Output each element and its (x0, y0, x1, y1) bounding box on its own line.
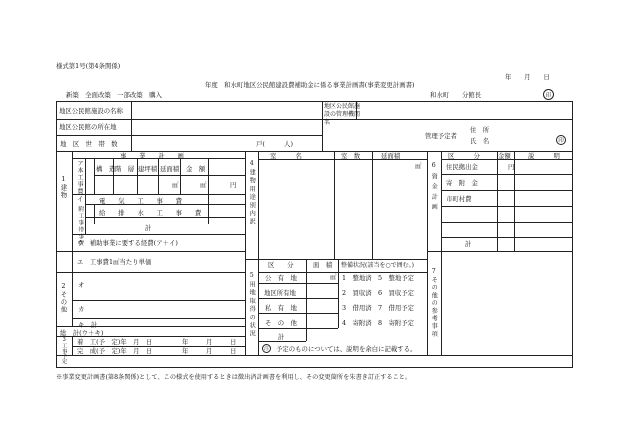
sec2-ki-total: キ 計 (78, 321, 98, 329)
grand-total: 総 計(ウ＋キ) (60, 329, 104, 337)
sec3-label: 3工事予定 (61, 337, 68, 364)
sec5-col-area: 面 積 (313, 261, 333, 269)
start-year: 年 (182, 338, 189, 346)
label-hall-address: 地区公民館の所在地 (59, 123, 117, 131)
sec4-col-area: 延面積 (381, 152, 401, 160)
sec6-row-total: 計 (465, 240, 472, 248)
end-date: 完 成(予 定)年 月 日 (77, 347, 153, 355)
submission-date: 年 月 日 (505, 73, 550, 81)
construction-kinds: 新築 全面改築 一部改築 購入 (66, 91, 162, 99)
col-floor-area: 延面積 (160, 165, 180, 173)
households-unit: 戸( 人) (256, 140, 293, 148)
sec4-unit: ㎡ (415, 162, 422, 170)
end-month: 月 (206, 347, 213, 355)
col-structure: 構 造 (96, 165, 116, 173)
col-building-area: 建坪積 (138, 165, 158, 173)
sec6-col-description: 説 明 (528, 152, 560, 160)
sec5-col-status: 整備状況(該当を○で囲む。) (341, 262, 414, 269)
row-aid-expense: ウ 補助事業に要する経費(ア＋イ) (77, 239, 178, 247)
unit-floor-area: ㎡ (200, 181, 207, 189)
footer-note: ※事業変更計画書(第8条関係)として、この様式を使用するときは徴出済計画書を利用し、その変更箇所を朱書き訂正すること。 (56, 374, 412, 381)
sec6-unit: 円 (508, 163, 515, 171)
col-floors: 階 層 (115, 165, 135, 173)
label-manager-person: 管理予定者 (425, 132, 457, 140)
label-manager-org: 地区公民館施設の管理機関名 (324, 103, 361, 126)
sec5-status-3: 3 借用済 7 借用予定 (342, 304, 415, 312)
sec6-row-donation: 寄 附 金 (446, 179, 478, 187)
sec5-status-4: 4 寄附済 8 寄附予定 (342, 319, 415, 327)
sec5-unit: ㎡ (330, 273, 337, 281)
sec5-note: 予定のものについては、説明を余白に記載する。 (276, 345, 417, 353)
sec1-heading: 事 業 計 画 (120, 152, 184, 160)
start-day: 日 (230, 338, 237, 346)
sec7-label: 7その他の参考事項 (430, 268, 438, 339)
row-plumbing: 給 排 水 工 事 費 (99, 209, 202, 217)
unit-building-area: ㎡ (172, 181, 179, 189)
sec6-row-municipal: 市町村費 (446, 195, 472, 203)
sec5-row-private: 私 有 地 (265, 304, 297, 312)
row-electric: 電 気 工 事 費 (99, 197, 183, 205)
sec4-label: 4建物用途別内訳 (248, 160, 256, 227)
sec2-ka: カ (78, 305, 85, 313)
label-hall-name: 地区公民館施設の名称 (59, 107, 123, 115)
document-title: 年度 和水町地区公民館建設費補助金に係る事業計画書(事業変更計画書) (205, 81, 415, 89)
end-day: 日 (230, 347, 237, 355)
sec5-status-1: 1 整地済 5 整地予定 (342, 274, 415, 282)
sec5-label: 5用地取得の状況 (248, 272, 256, 339)
start-date: 着 工(予 定)年 月 日 (77, 338, 153, 346)
sec6-label: 6資金計画 (430, 162, 438, 214)
sec5-col-category: 区 分 (268, 261, 294, 269)
form-number: 様式第1号(第4条関係) (56, 62, 121, 70)
row-unit-price: エ 工事費1㎡当たり単価 (77, 258, 152, 266)
start-month: 月 (206, 338, 213, 346)
addressee: 和水町 分館長 (430, 91, 482, 99)
sec2-label: 2その他 (59, 282, 68, 314)
note-mark: 注 (263, 346, 269, 352)
sec5-status-2: 2 買収済 6 買収予定 (342, 289, 415, 297)
label-manager-name: 氏 名 (470, 137, 490, 145)
sec6-col-category: 区 分 (448, 152, 480, 160)
sec1-a-label: ア本工事費 (76, 160, 83, 195)
end-year: 年 (182, 347, 189, 355)
manager-seal: 印 (556, 135, 566, 145)
col-amount: 金 額 (186, 165, 206, 173)
label-households: 地 区 世 帯 数 (60, 140, 118, 148)
sec1-label: 1建物 (59, 175, 68, 199)
sec5-row-public: 公 有 地 (265, 274, 297, 282)
sec4-col-room: 室 名 (270, 152, 302, 160)
sec5-row-other: そ の 他 (265, 319, 297, 327)
sec4-col-count: 室 数 (341, 152, 361, 160)
sec5-row-total: 計 (278, 333, 285, 341)
addressee-seal: 印 (543, 89, 554, 100)
sec1-annex-label: 附工事帯事費 (76, 206, 83, 247)
label-manager-address: 住 所 (470, 126, 490, 134)
sec5-row-district: 地区所有地 (264, 289, 296, 297)
sec6-col-amount: 金額 (498, 152, 511, 160)
annex-subtotal: 計 (145, 224, 152, 232)
unit-amount: 円 (230, 181, 237, 189)
sec1-i-label: イ (77, 195, 84, 203)
sec6-row-residents: 住民拠出金 (446, 163, 478, 171)
sec2-o: オ (78, 281, 85, 289)
